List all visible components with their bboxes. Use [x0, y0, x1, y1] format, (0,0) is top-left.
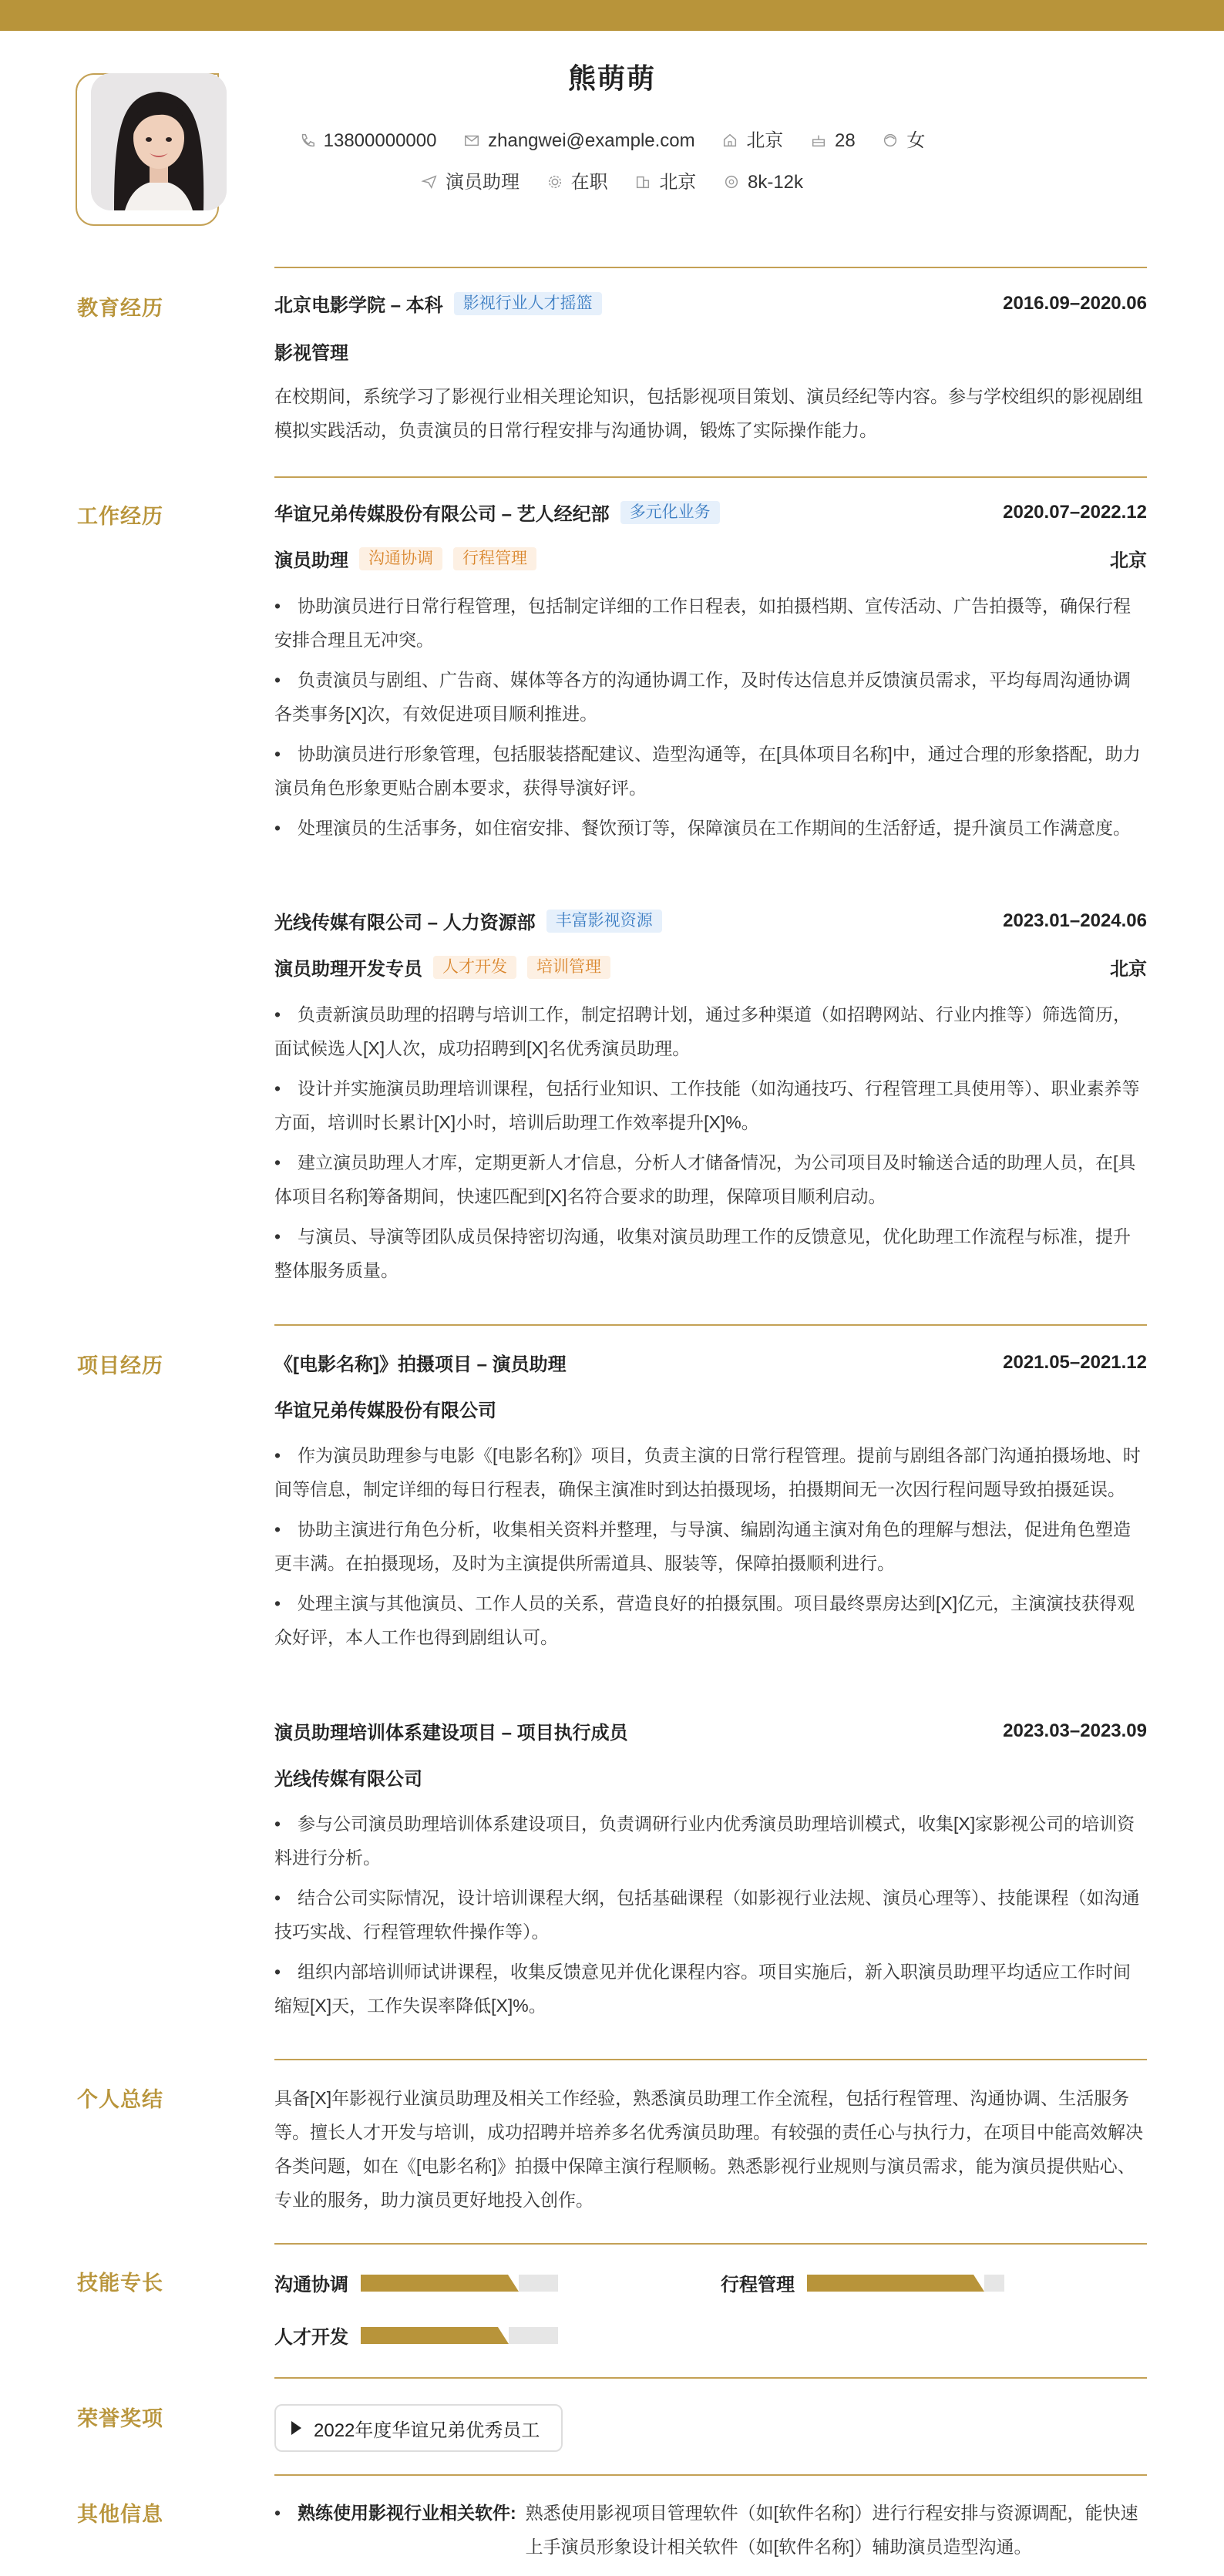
list-item: • 处理演员的生活事务，如住宿安排、餐饮预订等，保障演员在工作期间的生活舒适，提升演员工作满意度。	[274, 811, 1147, 845]
job-1-bullets	[274, 589, 1147, 851]
skill-name: 行程管理	[721, 2275, 795, 2295]
other-info-item	[274, 2496, 1147, 2564]
section-divider	[274, 2474, 1147, 2476]
list-item: • 协助主演进行角色分析，收集相关资料并整理，与导演、编剧沟通主演对角色的理解与想法，促进角色塑造更丰满。在拍摄现场，及时为主演提供所需道具、服装等，保障拍摄顺利进行。	[274, 1512, 1147, 1580]
project-1-bullets	[274, 1438, 1147, 1660]
section-divider	[274, 267, 1147, 268]
job-2-skill-tag: 人才开发	[433, 956, 516, 979]
section-title-other: 其他信息	[77, 2503, 163, 2526]
section-divider	[274, 2059, 1147, 2060]
job-2-bullets	[274, 997, 1147, 1293]
gender-item: 女	[882, 125, 925, 152]
job-2-header	[274, 907, 1147, 934]
list-item: • 与演员、导演等团队成员保持密切沟通，收集对演员助理工作的反馈意见，优化助理工作流程与标准，提升整体服务质量。	[274, 1219, 1147, 1287]
job-1-skill-tag: 行程管理	[453, 547, 536, 570]
job-2-city: 北京	[1110, 959, 1147, 980]
project-1-header	[274, 1349, 1147, 1376]
skill-bar	[361, 2275, 558, 2292]
skill-name: 人才开发	[274, 2327, 348, 2348]
job-2-skill-tag: 培训管理	[527, 956, 610, 979]
job-2-role: 演员助理开发专员	[274, 959, 422, 980]
job-1-company: 华谊兄弟传媒股份有限公司 – 艺人经纪部	[274, 504, 610, 525]
home-icon	[721, 132, 738, 149]
coin-icon	[723, 173, 740, 190]
location-item: 北京	[721, 125, 783, 152]
skill-item	[274, 2269, 558, 2296]
city-item: 北京	[634, 166, 696, 193]
project-1-date: 2021.05–2021.12	[1003, 1351, 1147, 1373]
job-1-date: 2020.07–2022.12	[1003, 501, 1147, 523]
building-icon	[634, 173, 651, 190]
project-1-org: 华谊兄弟传媒股份有限公司	[274, 1401, 496, 1421]
section-title-work: 工作经历	[77, 505, 163, 528]
project-2-header	[274, 1717, 1147, 1744]
position-item: 演员助理	[421, 166, 520, 193]
candidate-name: 熊萌萌	[567, 62, 656, 94]
email-item: zhangwei@example.com	[463, 130, 695, 152]
skill-bar-fill	[807, 2275, 984, 2292]
job-1-header	[274, 499, 1147, 526]
send-icon	[421, 173, 438, 190]
section-divider	[274, 1324, 1147, 1326]
section-title-projects: 项目经历	[77, 1354, 163, 1377]
job-2-company-tag: 丰富影视资源	[546, 910, 662, 933]
skill-bar-fill	[361, 2275, 519, 2292]
salary-item: 8k-12k	[723, 172, 803, 193]
skill-bar-notch	[973, 2275, 984, 2292]
gender-icon	[882, 132, 899, 149]
section-title-education: 教育经历	[77, 297, 163, 320]
list-item: • 处理主演与其他演员、工作人员的关系，营造良好的拍摄氛围。项目最终票房达到[X]亿元，主演演技获得观众好评，本人工作也得到剧组认可。	[274, 1586, 1147, 1654]
list-item: • 负责演员与剧组、广告商、媒体等各方的沟通协调工作，及时传达信息并反馈演员需求，平均每周沟通协调各类事务[X]次，有效促进项目顺利推进。	[274, 663, 1147, 731]
job-1-skill-tag: 沟通协调	[359, 547, 442, 570]
age-item: 28	[810, 130, 856, 152]
skill-bar-fill	[361, 2327, 509, 2344]
education-description: 在校期间，系统学习了影视行业相关理论知识，包括影视项目策划、演员经纪等内容。参与学校组织的影视剧组模拟实践活动，负责演员的日常行程安排与沟通协调，锻炼了实际操作能力。	[274, 386, 1143, 440]
top-accent-bar	[0, 0, 1224, 31]
cake-icon	[810, 132, 827, 149]
summary-text: 具备[X]年影视行业演员助理及相关工作经验，熟悉演员助理工作全流程，包括行程管理、沟通协调、生活服务等。擅长人才开发与培训，成功招聘并培养多名优秀演员助理。有较强的责任心与执行力，在项目中能高效解决各类问题，如在《[电影名称]》拍摄中保障主演行程顺畅。熟悉影视行业规则与演员需求，能为演员提供贴心、专业的服务，助力演员更好地投入创作。	[274, 2088, 1143, 2210]
status-item: 在职	[546, 166, 608, 193]
email-icon	[463, 132, 480, 149]
skill-bar	[361, 2327, 558, 2344]
list-item: • 建立演员助理人才库，定期更新人才信息，分析人才储备情况，为公司项目及时输送合适的助理人员，在[具体项目名称]筹备期间，快速匹配到[X]名符合要求的助理，保障项目顺利启动。	[274, 1145, 1147, 1213]
list-item: • 组织内部培训师试讲课程，收集反馈意见并优化课程内容。项目实施后，新入职演员助理平均适应工作时间缩短[X]天，工作失误率降低[X]%。	[274, 1955, 1147, 2023]
list-item: • 参与公司演员助理培训体系建设项目，负责调研行业内优秀演员助理培训模式，收集[X]家影视公司的培训资料进行分析。	[274, 1807, 1147, 1875]
project-2-org: 光线传媒有限公司	[274, 1769, 422, 1790]
section-divider	[274, 2377, 1147, 2379]
award-badge	[274, 2404, 563, 2452]
award-name: 2022年度华谊兄弟优秀员工	[314, 2420, 540, 2441]
job-1-company-tag: 多元化业务	[620, 501, 720, 524]
school-tag: 影视行业人才摇篮	[454, 292, 602, 315]
list-item: • 结合公司实际情况，设计培训课程大纲，包括基础课程（如影视行业法规、演员心理等）、技能课程（如沟通技巧实战、行程管理软件操作等）。	[274, 1881, 1147, 1949]
job-1-role-row	[274, 545, 1147, 572]
list-item: • 协助演员进行形象管理，包括服装搭配建议、造型沟通等，在[具体项目名称]中，通过合理的形象搭配，助力演员角色形象更贴合剧本要求，获得导演好评。	[274, 737, 1147, 805]
list-item: • 设计并实施演员助理培训课程，包括行业知识、工作技能（如沟通技巧、行程管理工具使用等）、职业素养等方面，培训时长累计[X]小时，培训后助理工作效率提升[X]%。	[274, 1071, 1147, 1139]
other-info-value: 熟悉使用影视项目管理软件（如[软件名称]）进行行程安排与资源调配，能快速上手演员形象设计相关软件（如[软件名称]）辅助演员造型沟通。	[525, 2503, 1138, 2557]
project-1-name: 《[电影名称]》拍摄项目 – 演员助理	[274, 1354, 567, 1375]
school-name: 北京电影学院 – 本科	[274, 295, 443, 316]
job-intent-row	[0, 166, 1224, 193]
section-title-skills: 技能专长	[77, 2272, 163, 2295]
job-2-company: 光线传媒有限公司 – 人力资源部	[274, 913, 536, 933]
list-item: • 作为演员助理参与电影《[电影名称]》项目，负责主演的日常行程管理。提前与剧组各部门沟通拍摄场地、时间等信息，制定详细的每日行程表，确保主演准时到达拍摄现场，拍摄期间无一次因行程问题导致拍摄延误。	[274, 1438, 1147, 1506]
other-info-key: 熟练使用影视行业相关软件:	[298, 2503, 516, 2523]
list-item: • 负责新演员助理的招聘与培训工作，制定招聘计划，通过多种渠道（如招聘网站、行业内推等）筛选简历，面试候选人[X]人次，成功招聘到[X]名优秀演员助理。	[274, 997, 1147, 1065]
section-divider	[274, 2243, 1147, 2245]
skill-name: 沟通协调	[274, 2275, 348, 2295]
education-date: 2016.09–2020.06	[1003, 292, 1147, 314]
section-title-awards: 荣誉奖项	[77, 2407, 163, 2430]
bullet-dot: •	[274, 2503, 281, 2523]
project-2-date: 2023.03–2023.09	[1003, 1720, 1147, 1741]
phone-item: 13800000000	[299, 130, 437, 152]
contact-info-row	[0, 125, 1224, 152]
education-entry-header	[274, 290, 1147, 317]
skill-bar	[807, 2275, 1004, 2292]
phone-icon	[299, 132, 316, 149]
job-1-role: 演员助理	[274, 550, 348, 571]
skill-bar-notch	[508, 2275, 519, 2292]
play-icon	[291, 2421, 301, 2435]
gear-icon	[546, 173, 563, 190]
skill-item	[274, 2322, 558, 2349]
skill-item	[721, 2269, 1004, 2296]
section-divider	[274, 476, 1147, 478]
job-2-role-row	[274, 953, 1147, 980]
section-title-summary: 个人总结	[77, 2088, 163, 2111]
project-2-bullets	[274, 1807, 1147, 2029]
education-major: 影视管理	[274, 343, 348, 364]
list-item: • 协助演员进行日常行程管理，包括制定详细的工作日程表，如拍摄档期、宣传活动、广告拍摄等，确保行程安排合理且无冲突。	[274, 589, 1147, 657]
job-1-city: 北京	[1110, 550, 1147, 571]
project-2-name: 演员助理培训体系建设项目 – 项目执行成员	[274, 1723, 628, 1744]
skill-bar-notch	[498, 2327, 509, 2344]
job-2-date: 2023.01–2024.06	[1003, 910, 1147, 931]
